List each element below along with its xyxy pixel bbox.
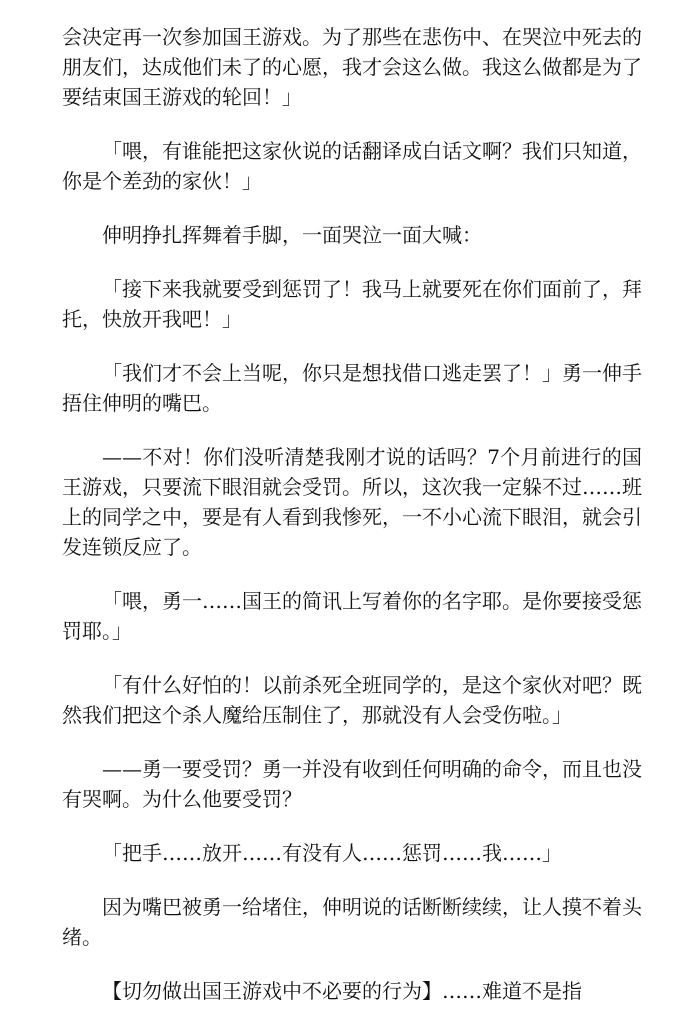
paragraph-1: 会决定再一次参加国王游戏。为了那些在悲伤中、在哭泣中死去的朋友们，达成他们未了的心愿，我才会这么做。我这么做都是为了要结束国王游戏的轮回！」 xyxy=(62,25,642,109)
paragraph-5: 「我们才不会上当呢，你只是想找借口逃走罢了！」勇一伸手捂住伸明的嘴巴。 xyxy=(62,361,642,415)
paragraph-12: 【切勿做出国王游戏中不必要的行为】……难道不是指 xyxy=(102,979,582,1003)
paragraph-2: 「喂，有谁能把这家伙说的话翻译成白话文啊？我们只知道，你是个差劲的家伙！」 xyxy=(62,139,642,193)
paragraph-3: 伸明挣扎挥舞着手脚，一面哭泣一面大喊： xyxy=(102,223,482,247)
document-page xyxy=(62,22,642,1030)
paragraph-11: 因为嘴巴被勇一给堵住，伸明说的话断断续续，让人摸不着头绪。 xyxy=(62,895,642,949)
paragraph-4: 「接下来我就要受到惩罚了！我马上就要死在你们面前了，拜托，快放开我吧！」 xyxy=(62,277,642,331)
paragraph-9: ——勇一要受罚？勇一并没有收到任何明确的命令，而且也没有哭啊。为什么他要受罚？ xyxy=(62,757,642,811)
paragraph-6: ——不对！你们没听清楚我刚才说的话吗？7个月前进行的国王游戏，只要流下眼泪就会受罚。所以，这次我一定躲不过……班上的同学之中，要是有人看到我惨死，一不小心流下眼泪，就会引发连锁反应了。 xyxy=(62,445,642,559)
paragraph-7: 「喂，勇一……国王的简讯上写着你的名字耶。是你要接受惩罚耶。」 xyxy=(62,589,642,643)
paragraph-8: 「有什么好怕的！以前杀死全班同学的，是这个家伙对吧？既然我们把这个杀人魔给压制住了，那就没有人会受伤啦。」 xyxy=(62,673,642,727)
paragraph-10: 「把手……放开……有没有人……惩罚……我……」 xyxy=(102,841,562,865)
